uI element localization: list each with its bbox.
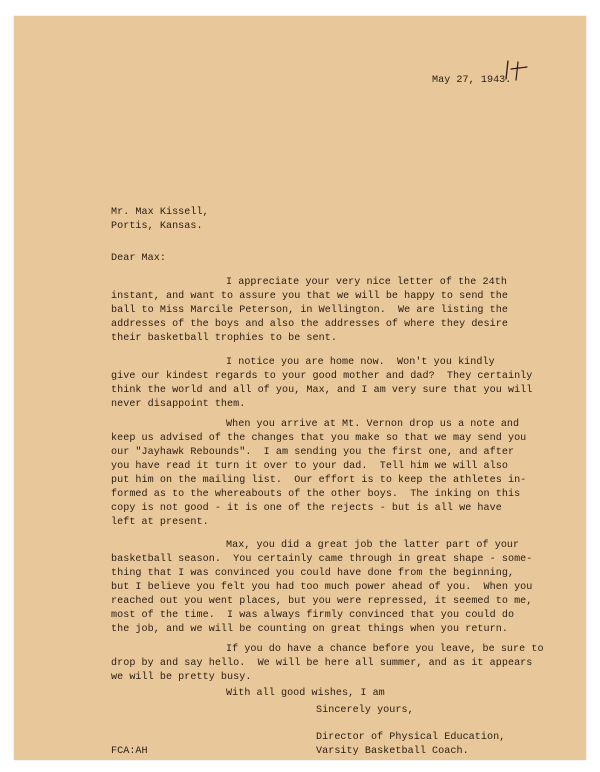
letter-date: May 27, 1943. [432, 75, 512, 86]
signature-title-line-2: Varsity Basketball Coach. [316, 746, 469, 757]
paragraph-3-line-6: formed as to the whereabouts of the other boys. The inking on this [111, 489, 521, 500]
complimentary-close: Sincerely yours, [316, 705, 414, 716]
paragraph-5-line-1: If you do have a chance before you leave, be sure to [226, 644, 544, 655]
paragraph-2-line-2: give our kindest regards to your good mother and dad? They certainly [111, 371, 533, 382]
recipient-address: Portis, Kansas. [111, 221, 203, 232]
paragraph-2-line-1: I notice you are home now. Won't you kindly [226, 357, 495, 368]
paragraph-4-line-3: thing that I was convinced you could have done from the beginning, [111, 568, 515, 579]
paragraph-1-line-5: their basketball trophies to be sent. [111, 333, 337, 344]
salutation: Dear Max: [111, 253, 166, 264]
paragraph-3-line-5: put him on the mailing list. Our effort is to keep the athletes in- [111, 475, 527, 486]
letter-page [14, 16, 586, 760]
paragraph-5-line-2: drop by and say hello. We will be here all summer, and as it appears [111, 658, 533, 669]
paragraph-4-line-7: the job, and we will be counting on great things when you return. [111, 624, 508, 635]
closing-line: With all good wishes, I am [226, 688, 385, 699]
paragraph-3-line-3: our "Jayhawk Rebounds". I am sending you the first one, and after [111, 447, 515, 458]
paragraph-4-line-4: but I believe you felt you had too much power ahead of you. When you [111, 582, 533, 593]
paragraph-1-line-4: addresses of the boys and also the addresses of where they desire [111, 319, 508, 330]
paragraph-4-line-6: most of the time. I was always firmly convinced that you could do [111, 610, 515, 621]
paragraph-3-line-2: keep us advised of the changes that you make so that we may send you [111, 433, 527, 444]
signature-title-line-1: Director of Physical Education, [316, 732, 506, 743]
paragraph-3-line-1: When you arrive at Mt. Vernon drop us a note and [226, 419, 520, 430]
paragraph-2-line-4: never disappoint them. [111, 399, 246, 410]
paragraph-1-line-3: ball to Miss Marcile Peterson, in Wellington. We are listing the [111, 305, 508, 316]
paragraph-3-line-7: copy is not good - it is one of the rejects - but is all we have [111, 503, 502, 514]
paragraph-3-line-4: you have read it turn it over to your dad. Tell him we will also [111, 461, 508, 472]
reference-initials: FCA:AH [111, 746, 148, 757]
paragraph-1-line-1: I appreciate your very nice letter of the 24th [226, 277, 507, 288]
paragraph-5-line-3: we will be pretty busy. [111, 672, 252, 683]
paragraph-4-line-5: reached out you went places, but you were repressed, it seemed to me, [111, 596, 533, 607]
paragraph-4-line-1: Max, you did a great job the latter part of your [226, 540, 520, 551]
paragraph-3-line-8: left at present. [111, 517, 209, 528]
recipient-name: Mr. Max Kissell, [111, 207, 209, 218]
paragraph-2-line-3: think the world and all of you, Max, and I am very sure that you will [111, 385, 533, 396]
paragraph-1-line-2: instant, and want to assure you that we will be happy to send the [111, 291, 508, 302]
paragraph-4-line-2: basketball season. You certainly came through in great shape - some- [111, 554, 533, 565]
